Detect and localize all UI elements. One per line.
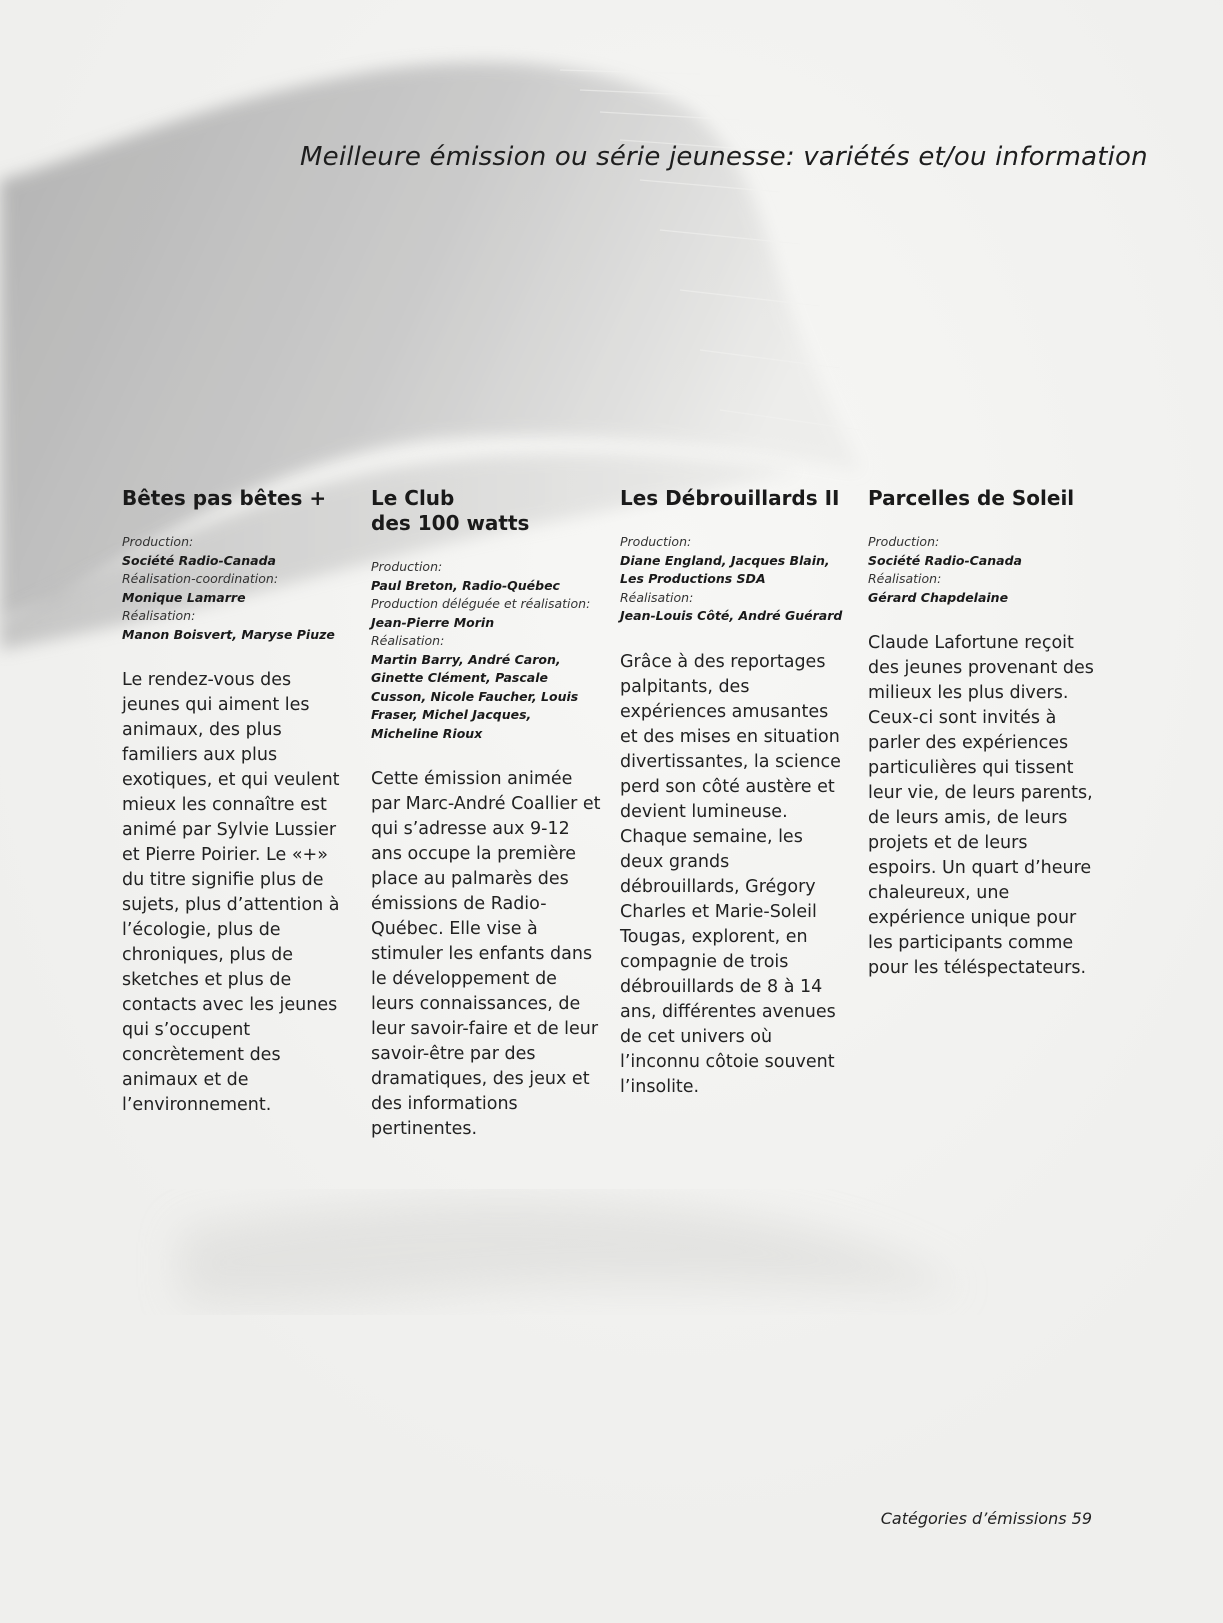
credit-label: Production déléguée et réalisation: <box>371 596 591 611</box>
credit-realisation-coordination <box>122 570 352 607</box>
credit-label: Réalisation: <box>620 589 694 605</box>
entry-title-line: Bêtes pas bêtes + <box>122 486 327 510</box>
credit-value: Jean-Pierre Morin <box>371 614 495 630</box>
entry-title <box>122 486 352 511</box>
credit-production <box>620 533 850 589</box>
credit-label: Réalisation-coordination: <box>122 571 279 586</box>
nominee-columns <box>0 486 1223 1246</box>
entry-title-line: Parcelles de Soleil <box>868 486 1075 510</box>
credit-label: Réalisation: <box>122 608 196 623</box>
credits-block <box>620 533 850 626</box>
credits-block <box>371 558 601 743</box>
entry-description: Claude Lafortune reçoit des jeunes provenant des milieux les plus divers. Ceux-ci sont invités à parler des expériences particulières qui tissent leur vie, de leurs parents, de leurs amis, de leurs projets et de leurs espoirs. Un quart d’heure chaleureux, une expérience unique pour les participants comme pour les téléspectateurs. <box>868 633 1094 978</box>
page-title: Meilleure émission ou série jeunesse: variétés et/ou information <box>300 142 1148 172</box>
credit-realisation <box>122 607 352 644</box>
entry-le-club-des-100-watts <box>371 486 601 1142</box>
credit-realisation <box>371 632 601 743</box>
credit-value: Jean-Louis Côté, André Guérard <box>620 608 843 623</box>
credit-label: Production: <box>371 559 443 574</box>
entry-betes-pas-betes <box>122 486 352 1118</box>
entry-title <box>620 486 850 511</box>
credit-realisation <box>868 570 1098 607</box>
credit-value: Manon Boisvert, Maryse Piuze <box>122 626 335 642</box>
credit-value: Société Radio-Canada <box>122 552 276 568</box>
credit-realisation <box>620 589 850 626</box>
credit-label: Production: <box>122 534 194 549</box>
entry-parcelles-de-soleil <box>868 486 1098 981</box>
credit-label: Réalisation: <box>868 571 942 586</box>
credit-production-deleguee <box>371 595 601 632</box>
entry-description: Le rendez-vous des jeunes qui aiment les animaux, des plus familiers aux plus exotiques, et qui veulent mieux les connaître est animé par Sylvie Lussier et Pierre Poirier. Le «+» du titre signifie plus de sujets, plus d’attention à l’écologie, plus de chroniques, plus de sketches et plus de contacts avec les jeunes qui s’occupent concrètement des animaux et de l’environnement. <box>122 670 340 1115</box>
credit-value: Monique Lamarre <box>122 589 246 605</box>
credit-value: Paul Breton, Radio-Québec <box>371 577 560 593</box>
entry-title-line: Les Débrouillards II <box>620 486 840 510</box>
entry-les-debrouillards-ii <box>620 486 850 1100</box>
credit-value: Gérard Chapdelaine <box>868 589 1009 605</box>
credit-value: Société Radio-Canada <box>868 552 1022 568</box>
credit-label: Production: <box>868 534 940 549</box>
credit-label: Production: <box>620 534 692 549</box>
entry-title-line: des 100 watts <box>371 511 530 535</box>
entry-title <box>371 486 601 536</box>
credits-block <box>868 533 1098 607</box>
entry-title-line: Le Club <box>371 486 455 510</box>
credit-production <box>122 533 352 570</box>
credit-production <box>371 558 601 595</box>
entry-title <box>868 486 1098 511</box>
credits-block <box>122 533 352 644</box>
credit-label: Réalisation: <box>371 633 445 648</box>
credit-value: Martin Barry, André Caron, Ginette Clément, Pascale Cusson, Nicole Faucher, Louis Fraser, Michel Jacques, Micheline Rioux <box>371 651 579 741</box>
credit-value: Diane England, Jacques Blain, Les Productions SDA <box>620 552 830 586</box>
credit-production <box>868 533 1098 570</box>
entry-description: Grâce à des reportages palpitants, des expériences amusantes et des mises en situation divertissantes, la science perd son côté austère et devient lumineuse. Chaque semaine, les deux grands débrouillards, Grégory Charles et Marie-Soleil Tougas, explorent, en compagnie de trois débrouillards de 8 à 14 ans, différentes avenues de cet univers où l’inconnu côtoie souvent l’insolite. <box>620 651 841 1097</box>
entry-description: Cette émission animée par Marc-André Coallier et qui s’adresse aux 9-12 ans occupe la première place au palmarès des émissions de Radio-Québec. Elle vise à stimuler les enfants dans le développement de leurs connaissances, de leur savoir-faire et de leur savoir-être par des dramatiques, des jeux et des informations pertinentes. <box>371 769 601 1139</box>
page-footer: Catégories d’émissions 59 <box>880 1509 1092 1528</box>
